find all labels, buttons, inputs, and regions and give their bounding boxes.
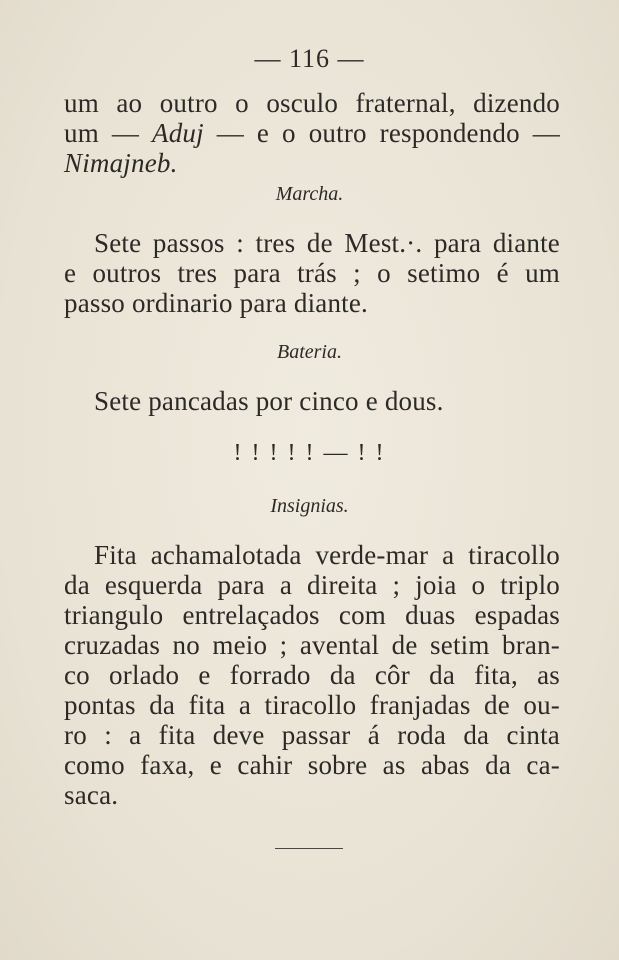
text-line: da esquerda para a direita ; joia o triplo <box>64 570 560 600</box>
text-line-italic <box>64 148 560 178</box>
text-line: um ao outro o osculo fraternal, dizendo <box>64 88 560 118</box>
text-line: passo ordinario para diante. <box>64 288 368 318</box>
text-line: e outros tres para trás ; o setimo é um <box>64 258 560 288</box>
page-number: — 116 — <box>254 44 365 73</box>
paragraph-3 <box>64 386 560 416</box>
text-line: Sete passos : tres de Mest.·. para diante <box>94 228 560 258</box>
end-rule <box>275 848 343 849</box>
text-line: ro : a fita deve passar á roda da cinta <box>64 720 560 750</box>
paragraph-4 <box>64 540 560 810</box>
text-line: Fita achamalotada verde-mar a tiracollo <box>94 540 560 570</box>
text-line: triangulo entrelaçados com duas espadas <box>64 600 560 630</box>
text-line: Sete pancadas por cinco e dous. <box>94 386 444 416</box>
text-line: como faxa, e cahir sobre as abas da ca- <box>64 750 560 780</box>
paragraph-1 <box>64 88 560 178</box>
paragraph-2 <box>64 228 560 318</box>
heading-marcha: Marcha. <box>275 183 344 205</box>
italic-word: Aduj <box>152 118 204 148</box>
italic-word: Nimajneb. <box>64 148 178 178</box>
heading-insignias: Insignias. <box>270 495 349 517</box>
text-line-with-italic: um — Aduj — e o outro respondendo — <box>64 118 560 148</box>
heading-bateria: Bateria. <box>277 341 342 363</box>
text-line: saca. <box>64 780 119 810</box>
text-line: cruzadas no meio ; avental de setim bran- <box>64 630 560 660</box>
text-line: pontas da fita a tiracollo franjadas de ou- <box>64 690 560 720</box>
knock-pattern: ! ! ! ! ! — ! ! <box>233 440 386 466</box>
text-line: co orlado e forrado da côr da fita, as <box>64 660 560 690</box>
